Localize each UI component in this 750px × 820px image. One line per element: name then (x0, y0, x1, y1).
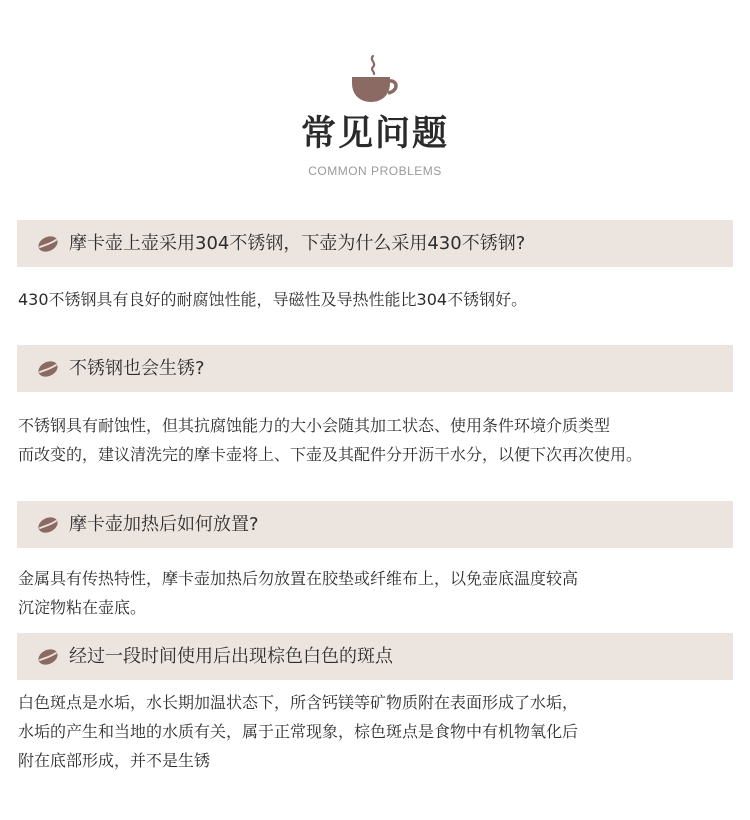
answer-line: 而改变的，建议清洗完的摩卡壶将上、下壶及其配件分开沥干水分，以便下次再次使用。 (18, 445, 643, 464)
faq-answer (18, 564, 738, 622)
answer-line: 430不锈钢具有良好的耐腐蚀性能，导磁性及导热性能比304不锈钢好。 (18, 290, 528, 309)
answer-line: 附在底部形成，并不是生锈 (18, 751, 211, 770)
faq-question: 摩卡壶加热后如何放置? (69, 514, 259, 535)
answer-line: 白色斑点是水垢，水长期加温状态下，所含钙镁等矿物质附在表面形成了水垢， (18, 693, 579, 712)
faq-question-bar (17, 220, 733, 267)
page-title: 常见问题 (300, 114, 449, 154)
answer-line: 金属具有传热特性，摩卡壶加热后勿放置在胶垫或纤维布上，以免壶底温度较高 (18, 569, 579, 588)
faq-answer (18, 688, 738, 775)
coffee-cup-icon (349, 53, 401, 105)
answer-line: 不锈钢具有耐蚀性，但其抗腐蚀能力的大小会随其加工状态、使用条件环境介质类型 (18, 416, 611, 435)
page-subtitle: COMMON PROBLEMS (308, 164, 442, 178)
faq-answer (18, 411, 738, 469)
faq-question: 摩卡壶上壶采用304不锈钢，下壶为什么采用430不锈钢? (69, 233, 526, 254)
faq-answer (18, 285, 738, 314)
faq-question-bar (17, 501, 733, 548)
page-header (0, 0, 750, 190)
answer-line: 水垢的产生和当地的水质有关，属于正常现象，棕色斑点是食物中有机物氧化后 (18, 722, 579, 741)
coffee-bean-icon (37, 516, 59, 534)
coffee-bean-icon (37, 360, 59, 378)
coffee-bean-icon (37, 648, 59, 666)
faq-question: 经过一段时间使用后出现棕色白色的斑点 (69, 646, 393, 667)
faq-question: 不锈钢也会生锈? (69, 358, 205, 379)
faq-question-bar (17, 633, 733, 680)
answer-line: 沉淀物粘在壶底。 (18, 598, 147, 617)
faq-question-bar (17, 345, 733, 392)
coffee-bean-icon (37, 235, 59, 253)
